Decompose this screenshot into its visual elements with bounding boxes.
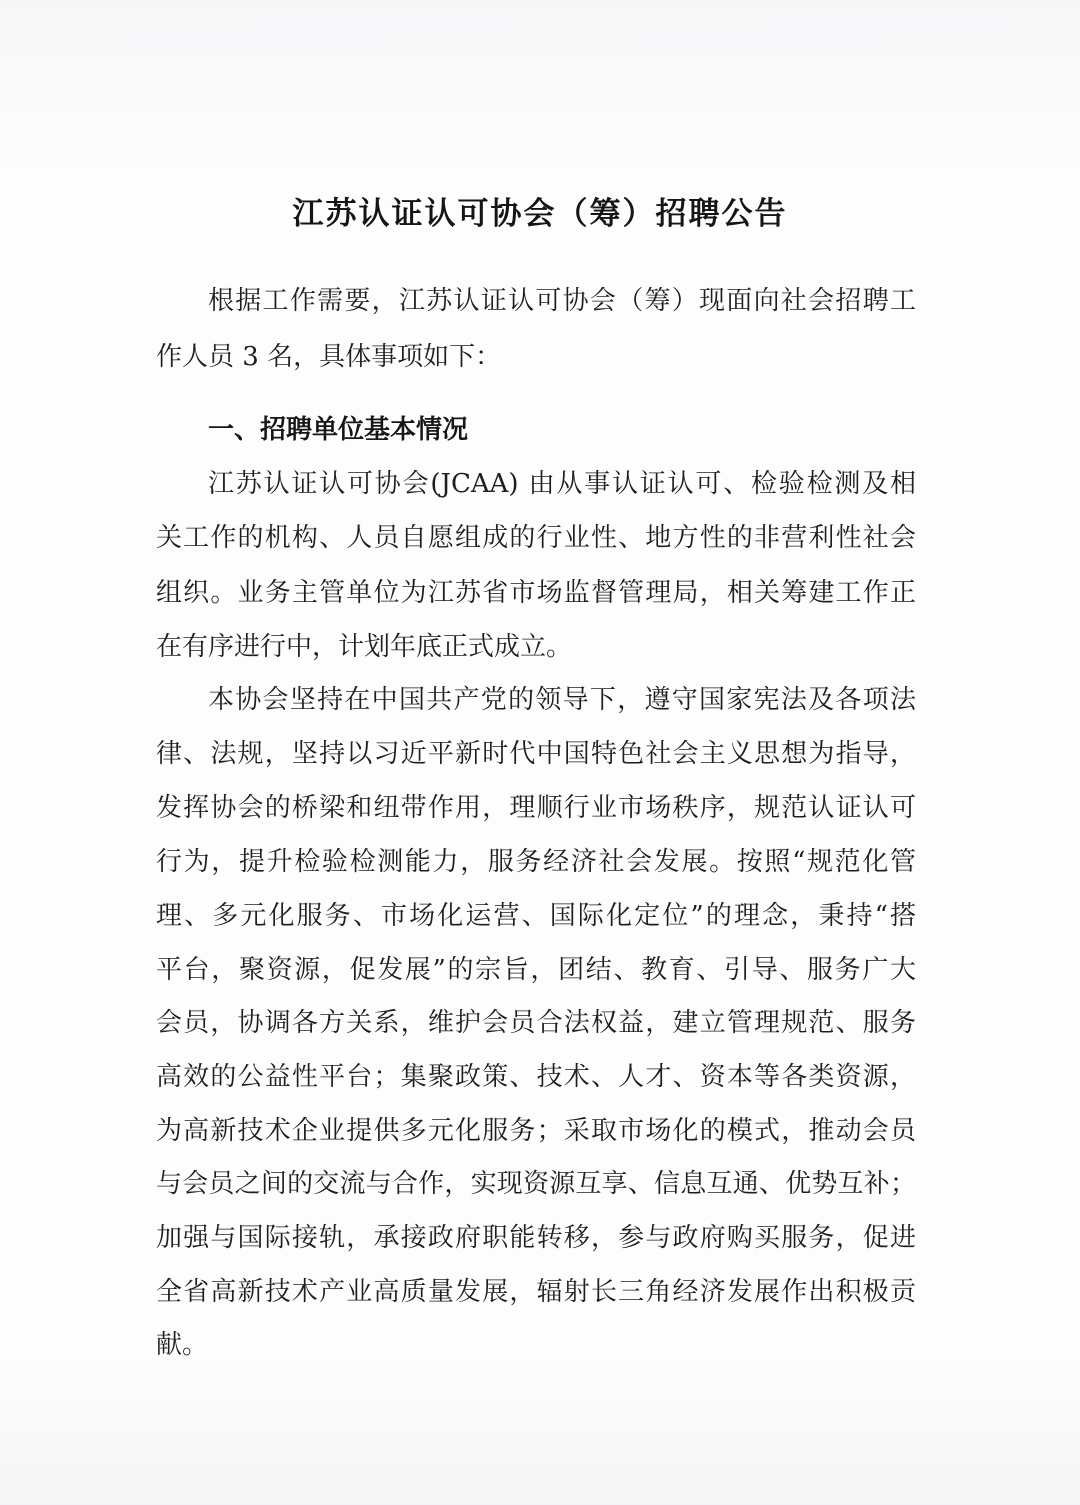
- intro-line: 作人员 3 名，具体事项如下：: [156, 342, 502, 372]
- paragraph-line: 在有序进行中，计划年底正式成立。: [156, 632, 573, 662]
- paragraph-line: 发挥协会的桥梁和纽带作用，理顺行业市场秩序，规范认证认可: [156, 793, 916, 823]
- paragraph-line: 理、多元化服务、市场化运营、国际化定位”的理念，秉持“搭: [156, 901, 916, 931]
- paragraph-line: 献。: [156, 1330, 209, 1360]
- paragraph-line: 江苏认证认可协会(JCAA) 由从事认证认可、检验检测及相: [208, 469, 916, 499]
- paragraph-line: 本协会坚持在中国共产党的领导下，遵守国家宪法及各项法: [208, 685, 916, 715]
- paragraph-line: 加强与国际接轨，承接政府职能转移，参与政府购买服务，促进: [156, 1223, 916, 1253]
- paragraph-line: 全省高新技术产业高质量发展，辐射长三角经济发展作出积极贡: [156, 1277, 916, 1307]
- paragraph-line: 为高新技术企业提供多元化服务；采取市场化的模式，推动会员: [156, 1116, 916, 1146]
- paragraph-line: 平台，聚资源，促发展”的宗旨，团结、教育、引导、服务广大: [156, 955, 916, 985]
- section-heading: 一、招聘单位基本情况: [208, 415, 469, 445]
- paragraph-line: 律、法规，坚持以习近平新时代中国特色社会主义思想为指导，: [156, 739, 916, 769]
- intro-line: 根据工作需要，江苏认证认可协会（筹）现面向社会招聘工: [208, 286, 916, 316]
- paragraph-line: 会员，协调各方关系，维护会员合法权益，建立管理规范、服务: [156, 1008, 916, 1038]
- paragraph-line: 关工作的机构、人员自愿组成的行业性、地方性的非营利性社会: [156, 523, 916, 553]
- paragraph-line: 高效的公益性平台；集聚政策、技术、人才、资本等各类资源，: [156, 1062, 916, 1092]
- paragraph-line: 行为，提升检验检测能力，服务经济社会发展。按照“规范化管: [156, 847, 916, 877]
- paragraph-line: 与会员之间的交流与合作，实现资源互享、信息互通、优势互补；: [156, 1169, 916, 1199]
- document-title: 江苏认证认可协会（筹）招聘公告: [292, 196, 788, 232]
- paragraph-line: 组织。业务主管单位为江苏省市场监督管理局，相关筹建工作正: [156, 578, 916, 608]
